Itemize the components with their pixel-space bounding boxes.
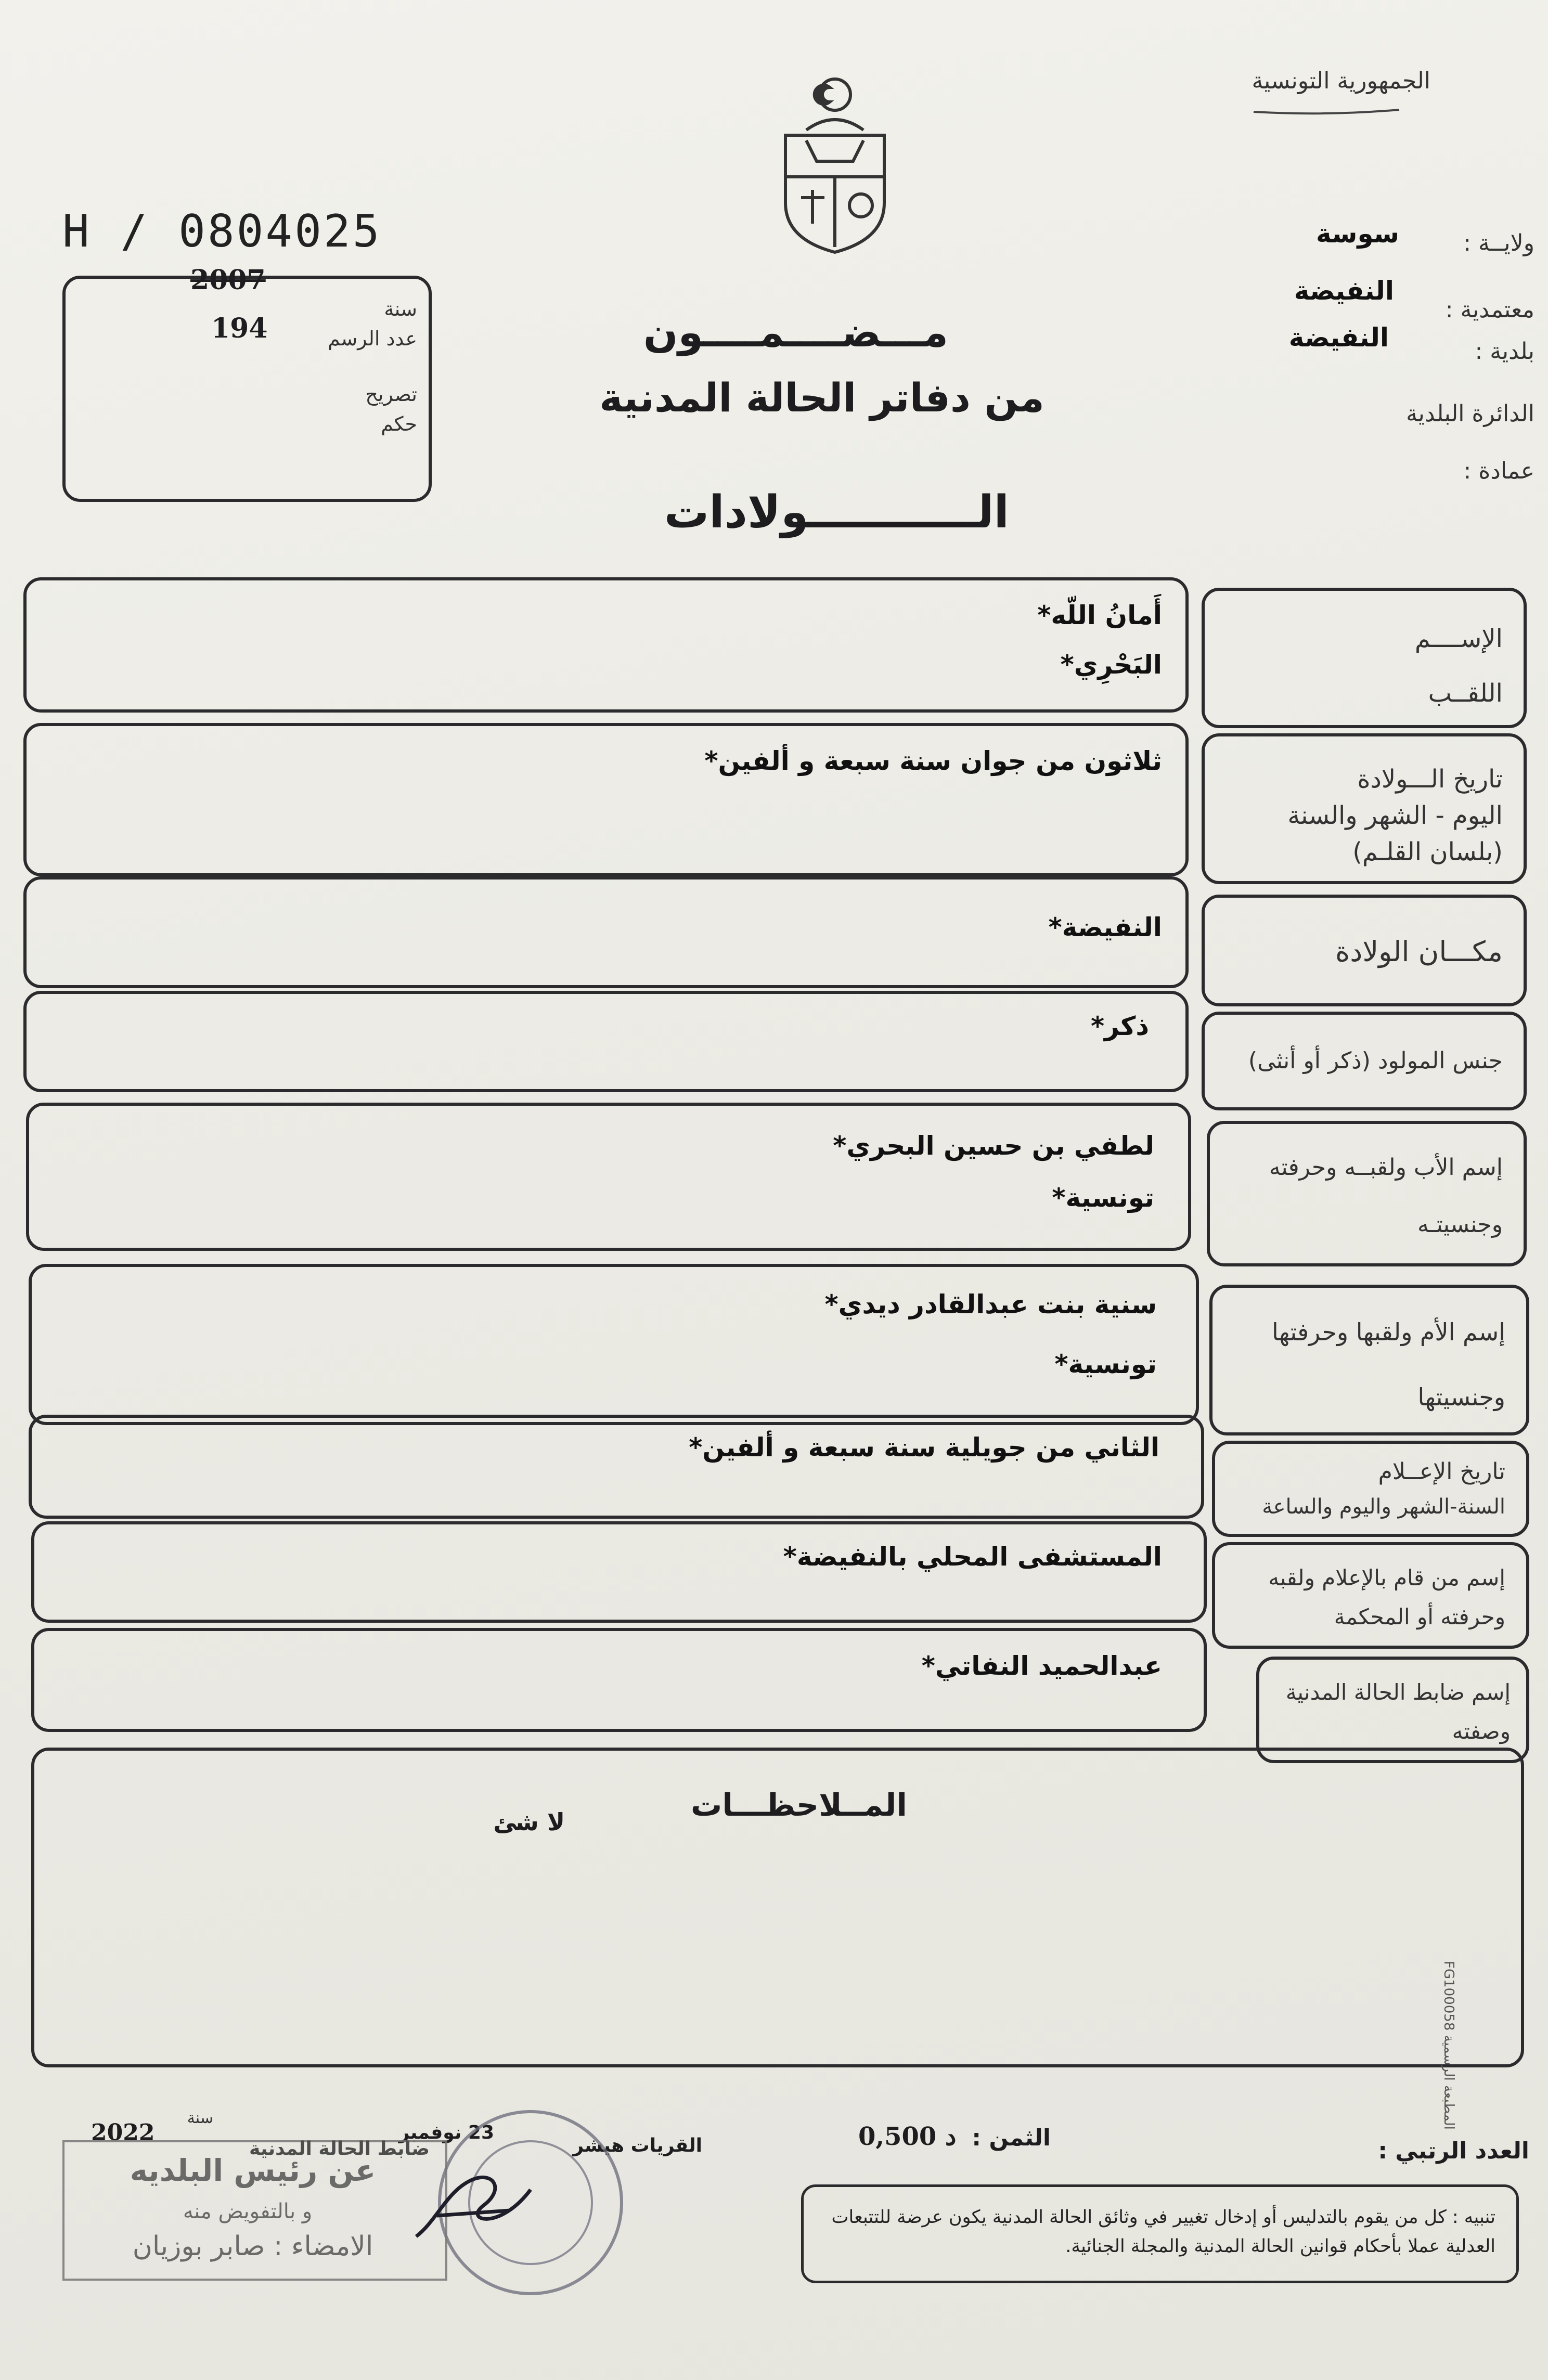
- admin-fields: [1212, 218, 1534, 510]
- surname-value: البَحْرِي*: [1060, 650, 1162, 680]
- sector-label: عمادة :: [1463, 458, 1534, 484]
- stamp-line-1: عن رئيس البلديه: [130, 2153, 376, 2188]
- officer-value: عبدالحميد النفاتي*: [921, 1651, 1162, 1681]
- declaration-date-value: الثاني من جويلية سنة سبعة و ألفين*: [689, 1432, 1159, 1463]
- row-declarant-value-box: [31, 1521, 1207, 1623]
- declaration-date-label: تاريخ الإعــلام: [1378, 1458, 1505, 1485]
- mother-nationality-value: تونسية*: [1054, 1349, 1157, 1379]
- republic-underline: [1248, 107, 1404, 117]
- governorate-value: سوسة: [1315, 218, 1399, 249]
- stamp-line-3: الامضاء : صابر بوزيان: [132, 2231, 373, 2262]
- declaration-date-sub-label: السنة-الشهر واليوم والساعة: [1262, 1495, 1505, 1519]
- father-nationality-label: وجنسيتـه: [1417, 1211, 1503, 1238]
- birthdate-note-label: (بلسان القلـم): [1352, 837, 1503, 866]
- row-birthplace-label-box: [1202, 895, 1527, 1006]
- father-name-value: لطفي بن حسين البحري*: [833, 1131, 1154, 1161]
- delegation-row: [1212, 276, 1534, 323]
- footer-year-label: سنة: [187, 2109, 213, 2127]
- registration-year-value: 2007: [190, 264, 266, 296]
- row-name-value-box: [23, 577, 1189, 713]
- stamp-line-2: و بالتفويض منه: [183, 2200, 313, 2223]
- footer-place: القريات هيشر: [573, 2135, 702, 2156]
- declaration-label: تصريح: [365, 383, 417, 406]
- row-father-label-box: [1207, 1121, 1527, 1266]
- registration-labels: [282, 294, 417, 439]
- document-serial: H / 0804025: [62, 205, 382, 257]
- judgment-label: حكم: [381, 412, 417, 435]
- sector-row: [1212, 458, 1534, 510]
- municipality-label: بلدية :: [1475, 338, 1534, 365]
- row-declaration-date-label-box: [1212, 1441, 1529, 1537]
- district-label: الدائرة البلدية: [1406, 400, 1534, 427]
- remarks-box: [31, 1748, 1524, 2067]
- registration-box: [62, 264, 432, 502]
- birthdate-value: ثلاثون من جوان سنة سبعة و ألفين*: [704, 746, 1162, 776]
- sex-label: جنس المولود (ذكر أو أنثى): [1248, 1047, 1503, 1074]
- birthplace-value: النفيضة*: [1048, 912, 1162, 942]
- title-line-1: مـــضــــمــــون: [643, 309, 949, 356]
- officer-sub-label: وصفته: [1452, 1718, 1511, 1744]
- price-value: 0,500 د: [858, 2122, 957, 2151]
- birthplace-label: مكـــان الولادة: [1335, 935, 1503, 968]
- row-birthplace-value-box: [23, 876, 1189, 988]
- title-line-2: من دفاتر الحالة المدنية: [599, 374, 1044, 421]
- municipality-row: [1212, 322, 1534, 390]
- birthdate-sub-label: اليوم - الشهر والسنة: [1287, 801, 1503, 830]
- printer-mark: المطبعة الرسمية FG100058: [1441, 1961, 1456, 2130]
- declarant-sub-label: وحرفته أو المحكمة: [1334, 1604, 1505, 1629]
- row-declarant-label-box: [1212, 1542, 1529, 1649]
- mother-name-value: سنية بنت عبدالقادر ديدي*: [824, 1289, 1157, 1320]
- row-mother-value-box: [29, 1264, 1199, 1425]
- serial-number-label: العدد الرتبي :: [1378, 2138, 1529, 2164]
- remarks-title: المــلاحظـــات: [691, 1787, 907, 1823]
- name-label: الإســــم: [1414, 624, 1503, 653]
- row-sex-value-box: [23, 991, 1189, 1092]
- district-row: [1212, 390, 1534, 458]
- birthdate-label: تاريخ الـــولادة: [1357, 765, 1503, 794]
- tunisia-coat-of-arms-icon: [775, 73, 895, 255]
- first-name-value: أَمانُ اللّه*: [1037, 600, 1162, 630]
- births-section-title: الـــــــــــولادات: [664, 486, 1009, 538]
- row-birthdate-value-box: [23, 723, 1189, 876]
- governorate-label: ولايــة :: [1463, 230, 1534, 256]
- declarant-value: المستشفى المحلي بالنفيضة*: [783, 1542, 1162, 1572]
- price-label: الثمن :: [972, 2125, 1051, 2151]
- mother-nationality-label: وجنسيتها: [1417, 1383, 1505, 1411]
- father-nationality-value: تونسية*: [1052, 1183, 1154, 1213]
- sex-value: ذكر*: [1091, 1011, 1149, 1041]
- surname-label: اللقــب: [1428, 679, 1503, 708]
- row-name-label-box: [1202, 588, 1527, 728]
- row-sex-label-box: [1202, 1012, 1527, 1110]
- year-label: سنة: [384, 298, 417, 320]
- row-father-value-box: [26, 1103, 1191, 1251]
- warning-box: [801, 2184, 1519, 2283]
- governorate-row: [1212, 218, 1534, 281]
- remarks-value: لا شئ: [493, 1808, 565, 1836]
- row-declaration-date-value-box: [29, 1415, 1204, 1519]
- handwritten-signature-icon: [406, 2158, 541, 2252]
- delegation-label: معتمدية :: [1445, 296, 1534, 323]
- row-birthdate-label-box: [1202, 733, 1527, 884]
- republic-title: الجمهورية التونسية: [1252, 68, 1430, 94]
- row-mother-label-box: [1209, 1285, 1529, 1435]
- footer-year-value: 2022: [91, 2119, 155, 2146]
- warning-text: تنبيه : كل من يقوم بالتدليس أو إدخال تغيير في وثائق الحالة المدنية يكون عرضة للتتبعات العدلية عملا بأحكام قوانين الحالة المدنية والمجلة الجنائية.: [831, 2207, 1495, 2257]
- row-officer-value-box: [31, 1628, 1207, 1732]
- footer-day-month: 23 نوفمبر: [398, 2122, 494, 2143]
- municipality-value: النفيضة: [1288, 322, 1389, 353]
- delegation-value: النفيضة: [1294, 276, 1394, 306]
- record-number-label: عدد الرسم: [328, 327, 417, 350]
- delegation-stamp: [62, 2140, 447, 2281]
- registration-number-value: 194: [211, 313, 268, 344]
- declarant-label: إسم من قام بالإعلام ولقبه: [1268, 1565, 1505, 1590]
- officer-label: إسم ضابط الحالة المدنية: [1285, 1679, 1511, 1705]
- mother-label: إسم الأم ولقبها وحرفتها: [1271, 1318, 1505, 1346]
- officer-line: ضابط الحالة المدنية: [249, 2138, 430, 2159]
- father-label: إسم الأب ولقبــه وحرفته: [1269, 1154, 1503, 1181]
